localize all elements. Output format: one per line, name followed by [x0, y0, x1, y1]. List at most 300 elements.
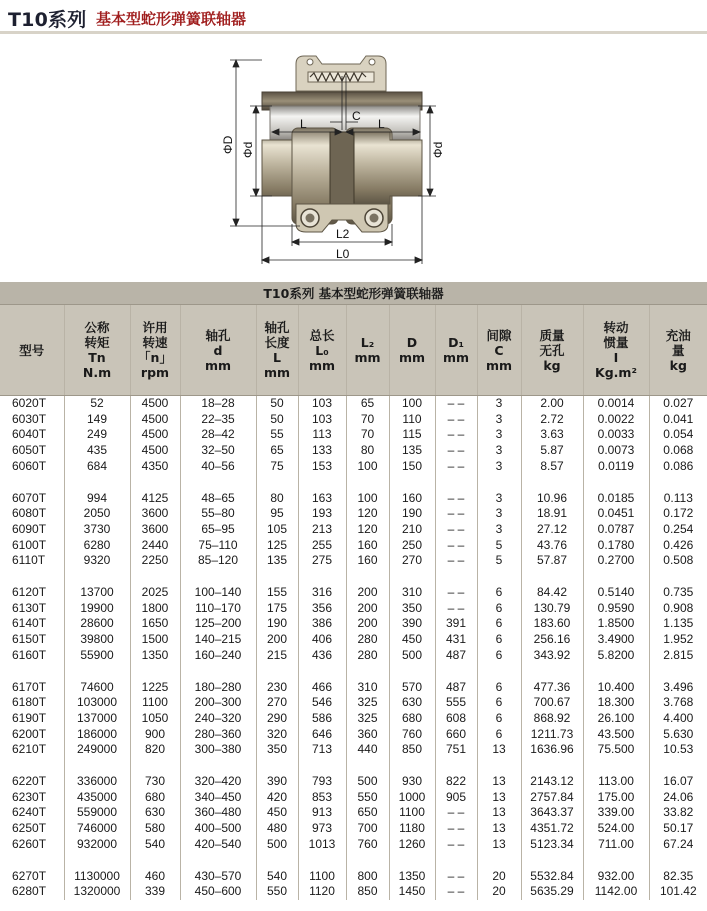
value-cell: 0.0451 [583, 506, 649, 522]
column-header [583, 305, 649, 396]
value-cell: 932000 [64, 837, 130, 853]
value-cell: 2757.84 [521, 790, 583, 806]
value-cell: 310 [389, 585, 435, 601]
value-cell: 113.00 [583, 774, 649, 790]
value-cell: 5123.34 [521, 837, 583, 853]
table-row [0, 727, 707, 743]
table-caption: T10系列 基本型蛇形弹簧联轴器 [0, 282, 707, 305]
model-cell: 6170T [12, 679, 47, 694]
table-row [0, 616, 707, 632]
value-cell: 0.172 [649, 506, 707, 522]
value-cell: 186000 [64, 727, 130, 743]
column-header-line: 转速 [142, 335, 168, 350]
table-row [0, 742, 707, 758]
value-cell: 868.92 [521, 711, 583, 727]
value-cell: 1320000 [64, 884, 130, 900]
value-cell: 435 [64, 443, 130, 459]
table-row [0, 790, 707, 806]
table-row [0, 553, 707, 569]
table-row [0, 695, 707, 711]
column-header-line: L₀ [315, 342, 329, 358]
column-header-line: mm [398, 350, 426, 365]
column-header-line: mm [263, 365, 291, 380]
value-cell: 39800 [64, 632, 130, 648]
model-cell: 6070T [12, 490, 47, 505]
column-header-line: mm [485, 357, 513, 373]
value-cell: 13 [477, 837, 521, 853]
value-cell: 420–540 [180, 837, 256, 853]
value-cell: 24.06 [649, 790, 707, 806]
value-cell: 1650 [130, 616, 180, 632]
value-cell: 440 [346, 742, 389, 758]
value-cell: 0.113 [649, 491, 707, 507]
value-cell: 391 [435, 616, 477, 632]
value-cell: 390 [256, 774, 298, 790]
value-cell: 200–300 [180, 695, 256, 711]
value-cell: 325 [346, 711, 389, 727]
model-cell: 6190T [12, 710, 47, 725]
value-cell: 16.07 [649, 774, 707, 790]
table-row [0, 491, 707, 507]
value-cell: 2.815 [649, 648, 707, 664]
value-cell: 320–420 [180, 774, 256, 790]
value-cell: 20 [477, 884, 521, 900]
value-cell: 120 [346, 506, 389, 522]
value-cell: 3 [477, 427, 521, 443]
value-cell: 100 [346, 491, 389, 507]
value-cell: 630 [130, 805, 180, 821]
value-cell: 4.400 [649, 711, 707, 727]
value-cell: 80 [346, 443, 389, 459]
value-cell: 2.72 [521, 412, 583, 428]
value-cell: – – [435, 459, 477, 475]
value-cell: 660 [435, 727, 477, 743]
label-phi-d-outer: ΦD [221, 135, 235, 154]
value-cell: 256.16 [521, 632, 583, 648]
value-cell: 2440 [130, 538, 180, 554]
table-row [0, 869, 707, 885]
value-cell: 19900 [64, 601, 130, 617]
value-cell: – – [435, 553, 477, 569]
value-cell: 125 [256, 538, 298, 554]
value-cell: 932.00 [583, 869, 649, 885]
table-row [0, 601, 707, 617]
value-cell: 100 [346, 459, 389, 475]
value-cell: 75.500 [583, 742, 649, 758]
value-cell: 1100 [130, 695, 180, 711]
value-cell: 8.57 [521, 459, 583, 475]
value-cell: – – [435, 821, 477, 837]
series-subtitle: 基本型蛇形弹簧联轴器 [96, 10, 247, 28]
value-cell: 65 [256, 443, 298, 459]
value-cell: 55900 [64, 648, 130, 664]
value-cell: 730 [130, 774, 180, 790]
value-cell: 1350 [389, 869, 435, 885]
value-cell: 4500 [130, 412, 180, 428]
value-cell: 0.254 [649, 522, 707, 538]
value-cell: 200 [256, 632, 298, 648]
column-header-line: C [494, 342, 504, 358]
value-cell: 249 [64, 427, 130, 443]
value-cell: 546 [298, 695, 346, 711]
value-cell: 27.12 [521, 522, 583, 538]
model-cell: 6050T [12, 443, 47, 458]
column-header-line: kg [543, 357, 561, 373]
value-cell: 466 [298, 680, 346, 696]
group-spacer [0, 475, 707, 491]
table-row [0, 837, 707, 853]
value-cell: 500 [389, 648, 435, 664]
column-header [180, 305, 256, 396]
value-cell: 13 [477, 805, 521, 821]
value-cell: 1130000 [64, 869, 130, 885]
value-cell: 103000 [64, 695, 130, 711]
value-cell: 10.96 [521, 491, 583, 507]
value-cell: 13 [477, 774, 521, 790]
value-cell: 630 [389, 695, 435, 711]
value-cell: 18.300 [583, 695, 649, 711]
value-cell: 2.00 [521, 396, 583, 412]
value-cell: 1050 [130, 711, 180, 727]
value-cell: 760 [389, 727, 435, 743]
value-cell: 200 [346, 601, 389, 617]
value-cell: 1100 [298, 869, 346, 885]
model-cell: 6140T [12, 616, 47, 631]
value-cell: – – [435, 522, 477, 538]
column-header-line: Tn [88, 350, 106, 365]
value-cell: 320 [256, 727, 298, 743]
column-header-line: 型号 [19, 342, 45, 358]
value-cell: 230 [256, 680, 298, 696]
value-cell: 2143.12 [521, 774, 583, 790]
value-cell: 360 [346, 727, 389, 743]
value-cell: 450–600 [180, 884, 256, 900]
value-cell: 95 [256, 506, 298, 522]
value-cell: 850 [389, 742, 435, 758]
value-cell: 4500 [130, 396, 180, 412]
value-cell: 913 [298, 805, 346, 821]
model-cell: 6180T [12, 695, 47, 710]
value-cell: 193 [298, 506, 346, 522]
label-phi-d-right: Φd [431, 141, 445, 158]
table-row [0, 396, 707, 412]
value-cell: 3 [477, 396, 521, 412]
value-cell: 26.100 [583, 711, 649, 727]
value-cell: 70 [346, 427, 389, 443]
table-row [0, 427, 707, 443]
value-cell: 40–56 [180, 459, 256, 475]
value-cell: 175.00 [583, 790, 649, 806]
value-cell: 586 [298, 711, 346, 727]
column-header-line: mm [308, 357, 336, 373]
model-cell: 6270T [12, 868, 47, 883]
model-cell: 6100T [12, 537, 47, 552]
value-cell: 135 [256, 553, 298, 569]
value-cell: 43.500 [583, 727, 649, 743]
coupling-drawing [0, 36, 707, 280]
column-header-line: L [273, 350, 281, 365]
value-cell: 200 [346, 616, 389, 632]
value-cell: 5 [477, 553, 521, 569]
value-cell: 3.768 [649, 695, 707, 711]
value-cell: 1350 [130, 648, 180, 664]
column-header-line: 转矩 [84, 335, 110, 350]
value-cell: 0.0073 [583, 443, 649, 459]
value-cell: 4351.72 [521, 821, 583, 837]
value-cell: 200 [346, 585, 389, 601]
column-header-line: 充油 [665, 327, 691, 343]
model-cell: 6120T [12, 585, 47, 600]
model-cell: 6090T [12, 521, 47, 536]
value-cell: 350 [256, 742, 298, 758]
value-cell: 800 [346, 869, 389, 885]
value-cell: 249000 [64, 742, 130, 758]
value-cell: 0.5140 [583, 585, 649, 601]
model-cell: 6060T [12, 458, 47, 473]
value-cell: 74600 [64, 680, 130, 696]
value-cell: 6 [477, 711, 521, 727]
table-row [0, 522, 707, 538]
value-cell: 0.0033 [583, 427, 649, 443]
value-cell: 310 [346, 680, 389, 696]
value-cell: 853 [298, 790, 346, 806]
model-cell: 6110T [12, 553, 46, 568]
value-cell: 280 [346, 648, 389, 664]
value-cell: 55 [256, 427, 298, 443]
column-header-line: 总长 [309, 327, 335, 343]
value-cell: 100 [389, 396, 435, 412]
table-header-row [0, 305, 707, 396]
table-row [0, 585, 707, 601]
value-cell: 75–110 [180, 538, 256, 554]
value-cell: 70 [346, 412, 389, 428]
value-cell: 524.00 [583, 821, 649, 837]
column-header-line: 无孔 [539, 342, 565, 358]
value-cell: 135 [389, 443, 435, 459]
value-cell: 760 [346, 837, 389, 853]
value-cell: – – [435, 869, 477, 885]
value-cell: 905 [435, 790, 477, 806]
column-header [64, 305, 130, 396]
value-cell: 0.0022 [583, 412, 649, 428]
column-header-line: 轴孔 [264, 320, 290, 335]
value-cell: 994 [64, 491, 130, 507]
value-cell: 1120 [298, 884, 346, 900]
column-header [649, 305, 707, 396]
table-row [0, 632, 707, 648]
value-cell: 50.17 [649, 821, 707, 837]
value-cell: – – [435, 805, 477, 821]
column-header [521, 305, 583, 396]
value-cell: 356 [298, 601, 346, 617]
value-cell: 133 [298, 443, 346, 459]
column-header-line: L₂ [360, 335, 375, 350]
column-header [389, 305, 435, 396]
value-cell: 140–215 [180, 632, 256, 648]
value-cell: 500 [346, 774, 389, 790]
value-cell: 115 [389, 427, 435, 443]
value-cell: 3 [477, 491, 521, 507]
value-cell: 3 [477, 412, 521, 428]
value-cell: 559000 [64, 805, 130, 821]
value-cell: 103 [298, 396, 346, 412]
value-cell: 270 [256, 695, 298, 711]
value-cell: 190 [256, 616, 298, 632]
series-title: T10系列 [8, 9, 87, 31]
value-cell: 110–170 [180, 601, 256, 617]
label-l0: L0 [336, 247, 350, 261]
value-cell: 13 [477, 742, 521, 758]
value-cell: 43.76 [521, 538, 583, 554]
column-header-line: kg [669, 357, 687, 373]
value-cell: 3.496 [649, 680, 707, 696]
value-cell: 4500 [130, 427, 180, 443]
value-cell: 793 [298, 774, 346, 790]
model-cell: 6200T [12, 726, 47, 741]
column-header-line: mm [354, 350, 381, 365]
value-cell: – – [435, 443, 477, 459]
value-cell: 255 [298, 538, 346, 554]
grid-spring [330, 132, 354, 204]
column-header [298, 305, 346, 396]
value-cell: 1636.96 [521, 742, 583, 758]
table-row [0, 443, 707, 459]
model-cell: 6030T [12, 411, 47, 426]
value-cell: 550 [346, 790, 389, 806]
value-cell: 80 [256, 491, 298, 507]
model-cell: 6020T [12, 396, 47, 410]
value-cell: 190 [389, 506, 435, 522]
column-header-line: Kg.m² [595, 365, 637, 380]
value-cell: 713 [298, 742, 346, 758]
value-cell: 4350 [130, 459, 180, 475]
value-cell: 480 [256, 821, 298, 837]
value-cell: 6 [477, 648, 521, 664]
value-cell: 3643.37 [521, 805, 583, 821]
value-cell: 28–42 [180, 427, 256, 443]
value-cell: 280–360 [180, 727, 256, 743]
value-cell: 930 [389, 774, 435, 790]
spec-table [0, 282, 707, 900]
value-cell: 82.35 [649, 869, 707, 885]
column-header [435, 305, 477, 396]
value-cell: 350 [389, 601, 435, 617]
value-cell: 155 [256, 585, 298, 601]
value-cell: 0.0185 [583, 491, 649, 507]
value-cell: 0.9590 [583, 601, 649, 617]
table-row [0, 648, 707, 664]
column-header-line: 轴孔 [205, 327, 231, 343]
value-cell: – – [435, 491, 477, 507]
value-cell: 540 [130, 837, 180, 853]
value-cell: 646 [298, 727, 346, 743]
value-cell: 1800 [130, 601, 180, 617]
table-row [0, 412, 707, 428]
value-cell: 6 [477, 680, 521, 696]
value-cell: 28600 [64, 616, 130, 632]
table-body [0, 396, 707, 900]
value-cell: 130.79 [521, 601, 583, 617]
value-cell: 52 [64, 396, 130, 412]
value-cell: 113 [298, 427, 346, 443]
value-cell: 5.87 [521, 443, 583, 459]
column-header-line: 转动 [603, 320, 629, 335]
value-cell: 100–140 [180, 585, 256, 601]
table-row [0, 711, 707, 727]
column-header-line: mm [204, 357, 232, 373]
value-cell: 65 [346, 396, 389, 412]
value-cell: 6 [477, 632, 521, 648]
right-hub [354, 132, 422, 204]
group-spacer [0, 758, 707, 774]
value-cell: 477.36 [521, 680, 583, 696]
table-row [0, 459, 707, 475]
model-cell: 6250T [12, 821, 47, 836]
value-cell: 183.60 [521, 616, 583, 632]
value-cell: 3.4900 [583, 632, 649, 648]
top-cover [296, 56, 386, 91]
value-cell: 684 [64, 459, 130, 475]
value-cell: 450 [256, 805, 298, 821]
value-cell: 210 [389, 522, 435, 538]
model-cell: 6280T [12, 884, 47, 899]
value-cell: 5.8200 [583, 648, 649, 664]
value-cell: 751 [435, 742, 477, 758]
value-cell: 436 [298, 648, 346, 664]
value-cell: 0.086 [649, 459, 707, 475]
table-row [0, 821, 707, 837]
value-cell: 3 [477, 522, 521, 538]
label-c: C [352, 109, 361, 123]
value-cell: 280 [346, 632, 389, 648]
value-cell: 822 [435, 774, 477, 790]
value-cell: 153 [298, 459, 346, 475]
value-cell: 1013 [298, 837, 346, 853]
value-cell: 1.8500 [583, 616, 649, 632]
table-row [0, 805, 707, 821]
model-cell: 6080T [12, 506, 47, 521]
value-cell: 13 [477, 790, 521, 806]
column-header-line: 质量 [539, 327, 565, 343]
value-cell: 973 [298, 821, 346, 837]
value-cell: 55–80 [180, 506, 256, 522]
value-cell: 0.054 [649, 427, 707, 443]
value-cell: 711.00 [583, 837, 649, 853]
value-cell: 84.42 [521, 585, 583, 601]
value-cell: 160–240 [180, 648, 256, 664]
value-cell: 6 [477, 585, 521, 601]
value-cell: 316 [298, 585, 346, 601]
value-cell: 460 [130, 869, 180, 885]
column-header-line: 许用 [142, 320, 168, 335]
value-cell: 0.426 [649, 538, 707, 554]
value-cell: 9320 [64, 553, 130, 569]
value-cell: 650 [346, 805, 389, 821]
value-cell: 5 [477, 538, 521, 554]
value-cell: 0.508 [649, 553, 707, 569]
value-cell: 540 [256, 869, 298, 885]
column-header-line: I [613, 350, 619, 365]
column-header [256, 305, 298, 396]
column-header [477, 305, 521, 396]
value-cell: 6 [477, 616, 521, 632]
value-cell: 215 [256, 648, 298, 664]
value-cell: 340–450 [180, 790, 256, 806]
value-cell: – – [435, 506, 477, 522]
value-cell: 0.0119 [583, 459, 649, 475]
group-spacer [0, 569, 707, 585]
value-cell: 57.87 [521, 553, 583, 569]
